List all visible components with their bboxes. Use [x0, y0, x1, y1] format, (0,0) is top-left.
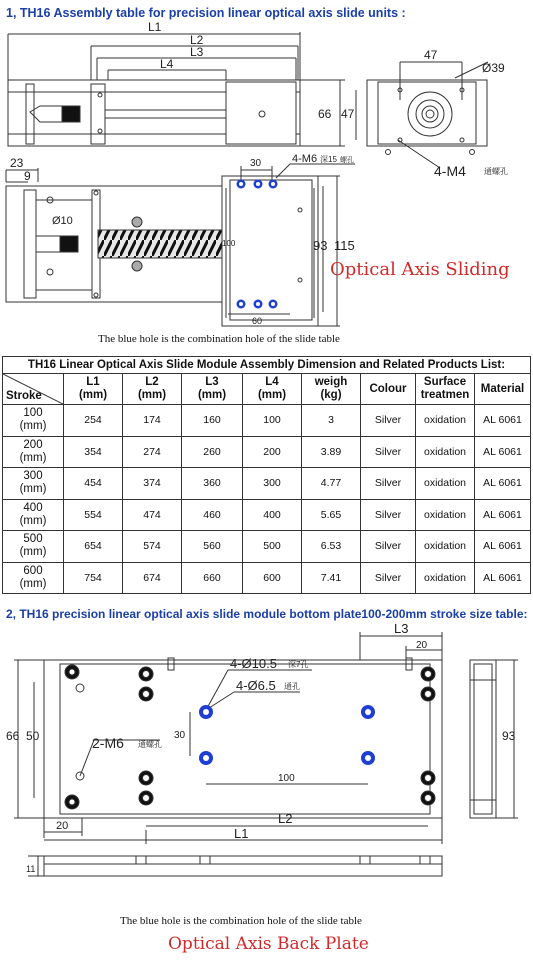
table-title: TH16 Linear Optical Axis Slide Module Assembly Dimension and Related Products List: — [3, 357, 531, 374]
cell-weight: 6.53 — [302, 531, 361, 563]
cell-l3: 360 — [182, 468, 243, 500]
dim-4M6-depth: 深15 — [320, 155, 337, 164]
cell-l2: 574 — [123, 531, 182, 563]
cell-l2: 174 — [123, 405, 182, 437]
drawing1-caption: The blue hole is the combination hole of the slide table — [98, 333, 340, 345]
cell-colour: Silver — [361, 436, 416, 468]
cell-material: AL 6061 — [475, 562, 531, 594]
dim2-L1: L1 — [234, 826, 249, 841]
table-row — [3, 468, 531, 500]
section2-title: 2, TH16 precision linear optical axis slide module bottom plate100-200mm stroke size table: — [6, 607, 528, 621]
dim-L3: L3 — [190, 45, 204, 59]
cell-l3: 160 — [182, 405, 243, 437]
dim2-100: 100 — [278, 773, 295, 784]
optical-axis-back-plate-label: Optical Axis Back Plate — [168, 934, 369, 954]
cell-weight: 3.89 — [302, 436, 361, 468]
cell-l1: 254 — [64, 405, 123, 437]
cell-stroke: 500 (mm) — [3, 531, 64, 563]
dim2-2M6-cn: 通螺孔 — [138, 740, 162, 749]
cell-l1: 754 — [64, 562, 123, 594]
cell-weight: 7.41 — [302, 562, 361, 594]
cell-l4: 500 — [243, 531, 302, 563]
drawing2-caption: The blue hole is the combination hole of the slide table — [120, 915, 362, 927]
dim2-L3: L3 — [394, 621, 409, 636]
cell-colour: Silver — [361, 499, 416, 531]
dim-30: 30 — [250, 158, 262, 169]
dimension-table — [2, 356, 531, 594]
dim2-2M6: 2-M6 — [92, 735, 124, 751]
dim2-4-6-5: 4-Ø6.5 — [236, 678, 276, 693]
dim2-4-10-5-cn: 深7孔 — [288, 660, 309, 669]
header-l4: L4 (mm) — [243, 374, 302, 405]
cell-weight: 4.77 — [302, 468, 361, 500]
cell-stroke: 300 (mm) — [3, 468, 64, 500]
table-row — [3, 562, 531, 594]
dim2-93: 93 — [502, 729, 516, 743]
dim2-66: 66 — [6, 729, 20, 743]
dim2-20-bottom: 20 — [56, 820, 69, 832]
cell-surface: oxidation — [416, 562, 475, 594]
cell-colour: Silver — [361, 562, 416, 594]
cell-l4: 600 — [243, 562, 302, 594]
cell-material: AL 6061 — [475, 405, 531, 437]
cell-l1: 654 — [64, 531, 123, 563]
dim-39: Ø39 — [482, 61, 505, 75]
header-material: Material — [475, 374, 531, 405]
cell-l4: 300 — [243, 468, 302, 500]
cell-material: AL 6061 — [475, 436, 531, 468]
table-row — [3, 531, 531, 563]
dim2-11: 11 — [26, 864, 36, 874]
cell-surface: oxidation — [416, 531, 475, 563]
cell-material: AL 6061 — [475, 531, 531, 563]
cell-l1: 454 — [64, 468, 123, 500]
dim-93: 93 — [313, 238, 328, 253]
dim-9: 9 — [24, 169, 31, 183]
cell-l4: 100 — [243, 405, 302, 437]
cell-l3: 660 — [182, 562, 243, 594]
header-colour: Colour — [361, 374, 416, 405]
cell-l4: 400 — [243, 499, 302, 531]
dim-4M6: 4-M6 — [292, 153, 318, 165]
cell-surface: oxidation — [416, 468, 475, 500]
cell-stroke: 600 (mm) — [3, 562, 64, 594]
table-row — [3, 405, 531, 437]
cell-l2: 474 — [123, 499, 182, 531]
dim-4M6-cn: 螺孔 — [340, 157, 354, 164]
dim-66: 66 — [318, 107, 332, 121]
cell-weight: 3 — [302, 405, 361, 437]
dim-60: 60 — [252, 316, 263, 326]
header-stroke: Stroke — [3, 374, 64, 405]
dimension-table-wrap — [2, 356, 531, 594]
cell-stroke: 100 (mm) — [3, 405, 64, 437]
dim2-4-6-5-cn: 通孔 — [284, 682, 300, 691]
dim-4M4: 4-M4 — [434, 163, 466, 179]
header-weight: weigh (kg) — [302, 374, 361, 405]
dim2-50: 50 — [26, 729, 40, 743]
cell-l3: 260 — [182, 436, 243, 468]
cell-colour: Silver — [361, 468, 416, 500]
cell-l3: 460 — [182, 499, 243, 531]
cell-l2: 374 — [123, 468, 182, 500]
dim2-30: 30 — [174, 730, 186, 741]
dim2-4-10-5: 4-Ø10.5 — [230, 656, 277, 671]
dim-L2: L2 — [190, 33, 204, 47]
dim-47-side: 47 — [341, 107, 355, 121]
cell-l2: 674 — [123, 562, 182, 594]
dim-L1: L1 — [148, 20, 162, 34]
cell-material: AL 6061 — [475, 468, 531, 500]
back-plate-drawing — [0, 620, 533, 960]
cell-surface: oxidation — [416, 499, 475, 531]
table-header-row — [3, 374, 531, 405]
cell-l4: 200 — [243, 436, 302, 468]
header-l3: L3 (mm) — [182, 374, 243, 405]
dim-4M4-cn: 通螺孔 — [484, 167, 508, 176]
dim-L4: L4 — [160, 57, 174, 71]
cell-weight: 5.65 — [302, 499, 361, 531]
cell-surface: oxidation — [416, 405, 475, 437]
table-row — [3, 499, 531, 531]
assembly-drawing — [0, 0, 533, 352]
cell-stroke: 400 (mm) — [3, 499, 64, 531]
cell-l1: 554 — [64, 499, 123, 531]
header-l2: L2 (mm) — [123, 374, 182, 405]
header-l1: L1 (mm) — [64, 374, 123, 405]
cell-l2: 274 — [123, 436, 182, 468]
header-surface: Surface treatmen — [416, 374, 475, 405]
dim-100: 100 — [222, 239, 236, 248]
dim-phi10: Ø10 — [52, 215, 73, 227]
table-row — [3, 436, 531, 468]
cell-surface: oxidation — [416, 436, 475, 468]
optical-axis-sliding-label: Optical Axis Sliding — [330, 259, 510, 280]
dim-47-top: 47 — [424, 48, 438, 62]
cell-colour: Silver — [361, 405, 416, 437]
section1-title: 1, TH16 Assembly table for precision linear optical axis slide units : — [6, 6, 406, 20]
cell-material: AL 6061 — [475, 499, 531, 531]
dim2-20-top: 20 — [416, 640, 428, 651]
cell-colour: Silver — [361, 531, 416, 563]
cell-stroke: 200 (mm) — [3, 436, 64, 468]
dim-115: 115 — [334, 238, 355, 253]
cell-l1: 354 — [64, 436, 123, 468]
dim-23: 23 — [10, 156, 24, 170]
cell-l3: 560 — [182, 531, 243, 563]
dim2-L2: L2 — [278, 811, 293, 826]
